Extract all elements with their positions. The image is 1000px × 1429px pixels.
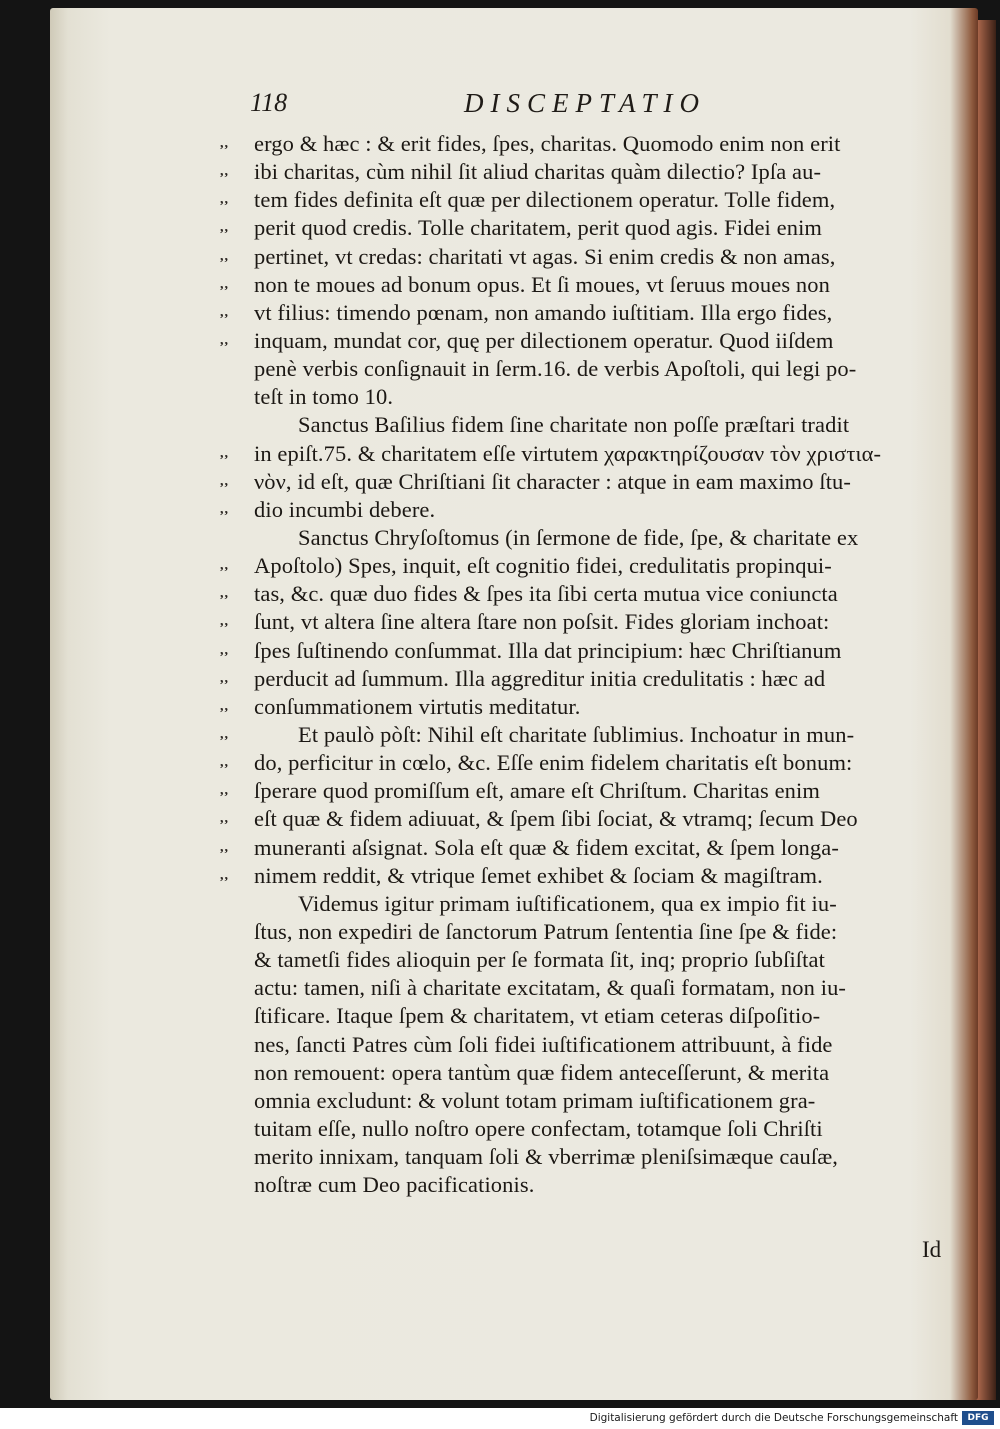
quotation-mark: ,,: [220, 192, 229, 208]
line-text: eſt quæ & fidem adiuuat, & ſpem ſibi ſociat, & vtramq; ſecum Deo: [254, 806, 858, 832]
line-text: non remouent: opera tantùm quæ fidem anteceſſerunt, & merita: [254, 1059, 830, 1085]
text-line: [220, 1171, 960, 1199]
quotation-mark: ,,: [220, 783, 229, 799]
line-text: merito innixam, tanquam ſoli & vberrimæ pleniſsimæque cauſæ,: [254, 1144, 839, 1170]
text-line: [220, 1059, 960, 1087]
text-line: [220, 946, 960, 974]
quotation-mark: ,,: [220, 332, 229, 348]
text-block: [220, 130, 960, 1199]
text-line: [220, 918, 960, 946]
line-text: actu: tamen, niſi à charitate excitatam, & quaſi formatam, non iu-: [254, 975, 847, 1001]
quotation-mark: ,,: [220, 276, 229, 292]
line-text: & tametſi fides alioquin per ſe formata ſit, inq; proprio ſubſiſtat: [254, 947, 825, 973]
quotation-mark: ,,: [220, 839, 229, 855]
text-line: [220, 580, 960, 608]
text-line: [220, 665, 960, 693]
line-text: tuitam eſſe, nullo noſtro opere confectam, totamque ſoli Chriſti: [254, 1115, 823, 1141]
dfg-logo: DFG: [962, 1411, 994, 1425]
line-text: non te moues ad bonum opus. Et ſi moues, vt ſeruus moues non: [254, 271, 830, 297]
text-line: [220, 383, 960, 411]
line-text: conſummationem virtutis meditatur.: [254, 693, 581, 719]
line-text: perducit ad ſummum. Illa aggreditur initia credulitatis : hæc ad: [254, 665, 826, 691]
line-text: vt filius: timendo pœnam, non amando iuſtitiam. Illa ergo fides,: [254, 299, 833, 325]
quotation-mark: ,,: [220, 304, 229, 320]
text-line: [220, 327, 960, 355]
line-text: penè verbis conſignauit in ſerm.16. de verbis Apoſtoli, qui legi po-: [254, 356, 857, 382]
line-text: ibi charitas, cùm nihil ſit aliud charitas quàm dilectio? Ipſa au-: [254, 159, 822, 185]
line-text: dio incumbi debere.: [254, 496, 436, 522]
quotation-mark: ,,: [220, 558, 229, 574]
text-line: [220, 299, 960, 327]
text-line: [220, 693, 960, 721]
quotation-mark: ,,: [220, 164, 229, 180]
text-line: [220, 158, 960, 186]
text-line: [220, 721, 960, 749]
text-line: [220, 524, 960, 552]
quotation-mark: ,,: [220, 501, 229, 517]
footer-bar: [0, 1408, 1000, 1429]
line-text: teſt in tomo 10.: [254, 384, 394, 410]
text-line: [220, 411, 960, 439]
line-text: tem fides definita eſt quæ per dilectionem operatur. Tolle fidem,: [254, 187, 836, 213]
text-line: [220, 749, 960, 777]
text-line: [220, 1087, 960, 1115]
line-text: ſpes ſuſtinendo conſummat. Illa dat principium: hæc Chriſtianum: [254, 637, 842, 663]
line-text: in epiſt.75. & charitatem eſſe virtutem χαρακτηρίζουσαν τὸν χριστια-: [254, 440, 882, 466]
line-text: pertinet, vt credas: charitati vt agas. Si enim credis & non amas,: [254, 243, 836, 269]
text-line: [220, 974, 960, 1002]
line-text: inquam, mundat cor, quę per dilectionem operatur. Quod iiſdem: [254, 327, 834, 353]
text-line: [220, 862, 960, 890]
text-line: [220, 637, 960, 665]
page-number: 118: [250, 88, 288, 117]
line-text: ſtus, non expediri de ſanctorum Patrum ſententia ſine ſpe & fide:: [254, 918, 838, 944]
text-line: [220, 440, 960, 468]
line-text: do, perficitur in cœlo, &c. Eſſe enim fidelem charitatis eſt bonum:: [254, 750, 853, 776]
text-line: [220, 552, 960, 580]
text-line: [220, 1031, 960, 1059]
quotation-mark: ,,: [220, 586, 229, 602]
text-line: [220, 468, 960, 496]
line-text: tas, &c. quæ duo fides & ſpes ita ſibi certa mutua vice coniuncta: [254, 581, 838, 607]
line-text: Videmus igitur primam iuſtificationem, qua ex impio fit iu-: [298, 890, 837, 916]
line-text: Sanctus Baſilius fidem ſine charitate non poſſe præſtari tradit: [298, 412, 850, 438]
page-header: [236, 88, 956, 128]
text-line: [220, 834, 960, 862]
line-text: omnia excludunt: & volunt totam primam iuſtificationem gra-: [254, 1087, 816, 1113]
text-line: [220, 243, 960, 271]
line-text: nimem reddit, & vtrique ſemet exhibet & ſociam & magiſtram.: [254, 862, 823, 888]
text-line: [220, 1115, 960, 1143]
catchword: Id: [922, 1237, 942, 1262]
quotation-mark: ,,: [220, 248, 229, 264]
text-line: [220, 1143, 960, 1171]
quotation-mark: ,,: [220, 220, 229, 236]
quotation-mark: ,,: [220, 726, 229, 742]
line-text: ſperare quod promiſſum eſt, amare eſt Chriſtum. Charitas enim: [254, 778, 820, 804]
text-line: [220, 805, 960, 833]
footer-credit: Digitalisierung gefördert durch die Deutsche Forschungsgemeinschaft: [589, 1412, 958, 1424]
line-text: ſunt, vt altera ſine altera ſtare non poſsit. Fides gloriam inchoat:: [254, 609, 830, 635]
text-line: [220, 1002, 960, 1030]
quotation-mark: ,,: [220, 642, 229, 658]
line-text: ſtificare. Itaque ſpem & charitatem, vt etiam ceteras diſpoſitio-: [254, 1003, 821, 1029]
quotation-mark: ,,: [220, 867, 229, 883]
text-line: [220, 271, 960, 299]
quotation-mark: ,,: [220, 136, 229, 151]
quotation-mark: ,,: [220, 445, 229, 461]
text-line: [220, 890, 960, 918]
quotation-mark: ,,: [220, 811, 229, 827]
line-text: perit quod credis. Tolle charitatem, perit quod agis. Fidei enim: [254, 215, 823, 241]
text-line: [220, 214, 960, 242]
line-text: Et paulò pòſt: Nihil eſt charitate ſublimius. Inchoatur in mun-: [298, 721, 855, 747]
line-text: noſtræ cum Deo pacificationis.: [254, 1172, 535, 1198]
line-text: nes, ſancti Patres cùm ſoli fidei iuſtificationem attribuunt, à fide: [254, 1031, 833, 1057]
text-line: [220, 355, 960, 383]
running-title: DISCEPTATIO: [464, 88, 706, 118]
line-text: Apoſtolo) Spes, inquit, eſt cognitio fidei, credulitatis propinqui-: [254, 553, 832, 579]
line-text: νὸν, id eſt, quæ Chriſtiani ſit character : atque in eam maximo ſtu-: [254, 468, 851, 494]
quotation-mark: ,,: [220, 670, 229, 686]
text-line: [220, 777, 960, 805]
quotation-mark: ,,: [220, 473, 229, 489]
line-text: ergo & hæc : & erit fides, ſpes, charitas. Quomodo enim non erit: [254, 131, 841, 156]
quotation-mark: ,,: [220, 698, 229, 714]
text-line: [220, 608, 960, 636]
line-text: Sanctus Chryſoſtomus (in ſermone de fide, ſpe, & charitate ex: [298, 524, 859, 550]
quotation-mark: ,,: [220, 755, 229, 771]
text-line: [220, 496, 960, 524]
text-line: [220, 130, 960, 158]
quotation-mark: ,,: [220, 614, 229, 630]
text-line: [220, 186, 960, 214]
line-text: muneranti aſsignat. Sola eſt quæ & fidem excitat, & ſpem longa-: [254, 834, 839, 860]
